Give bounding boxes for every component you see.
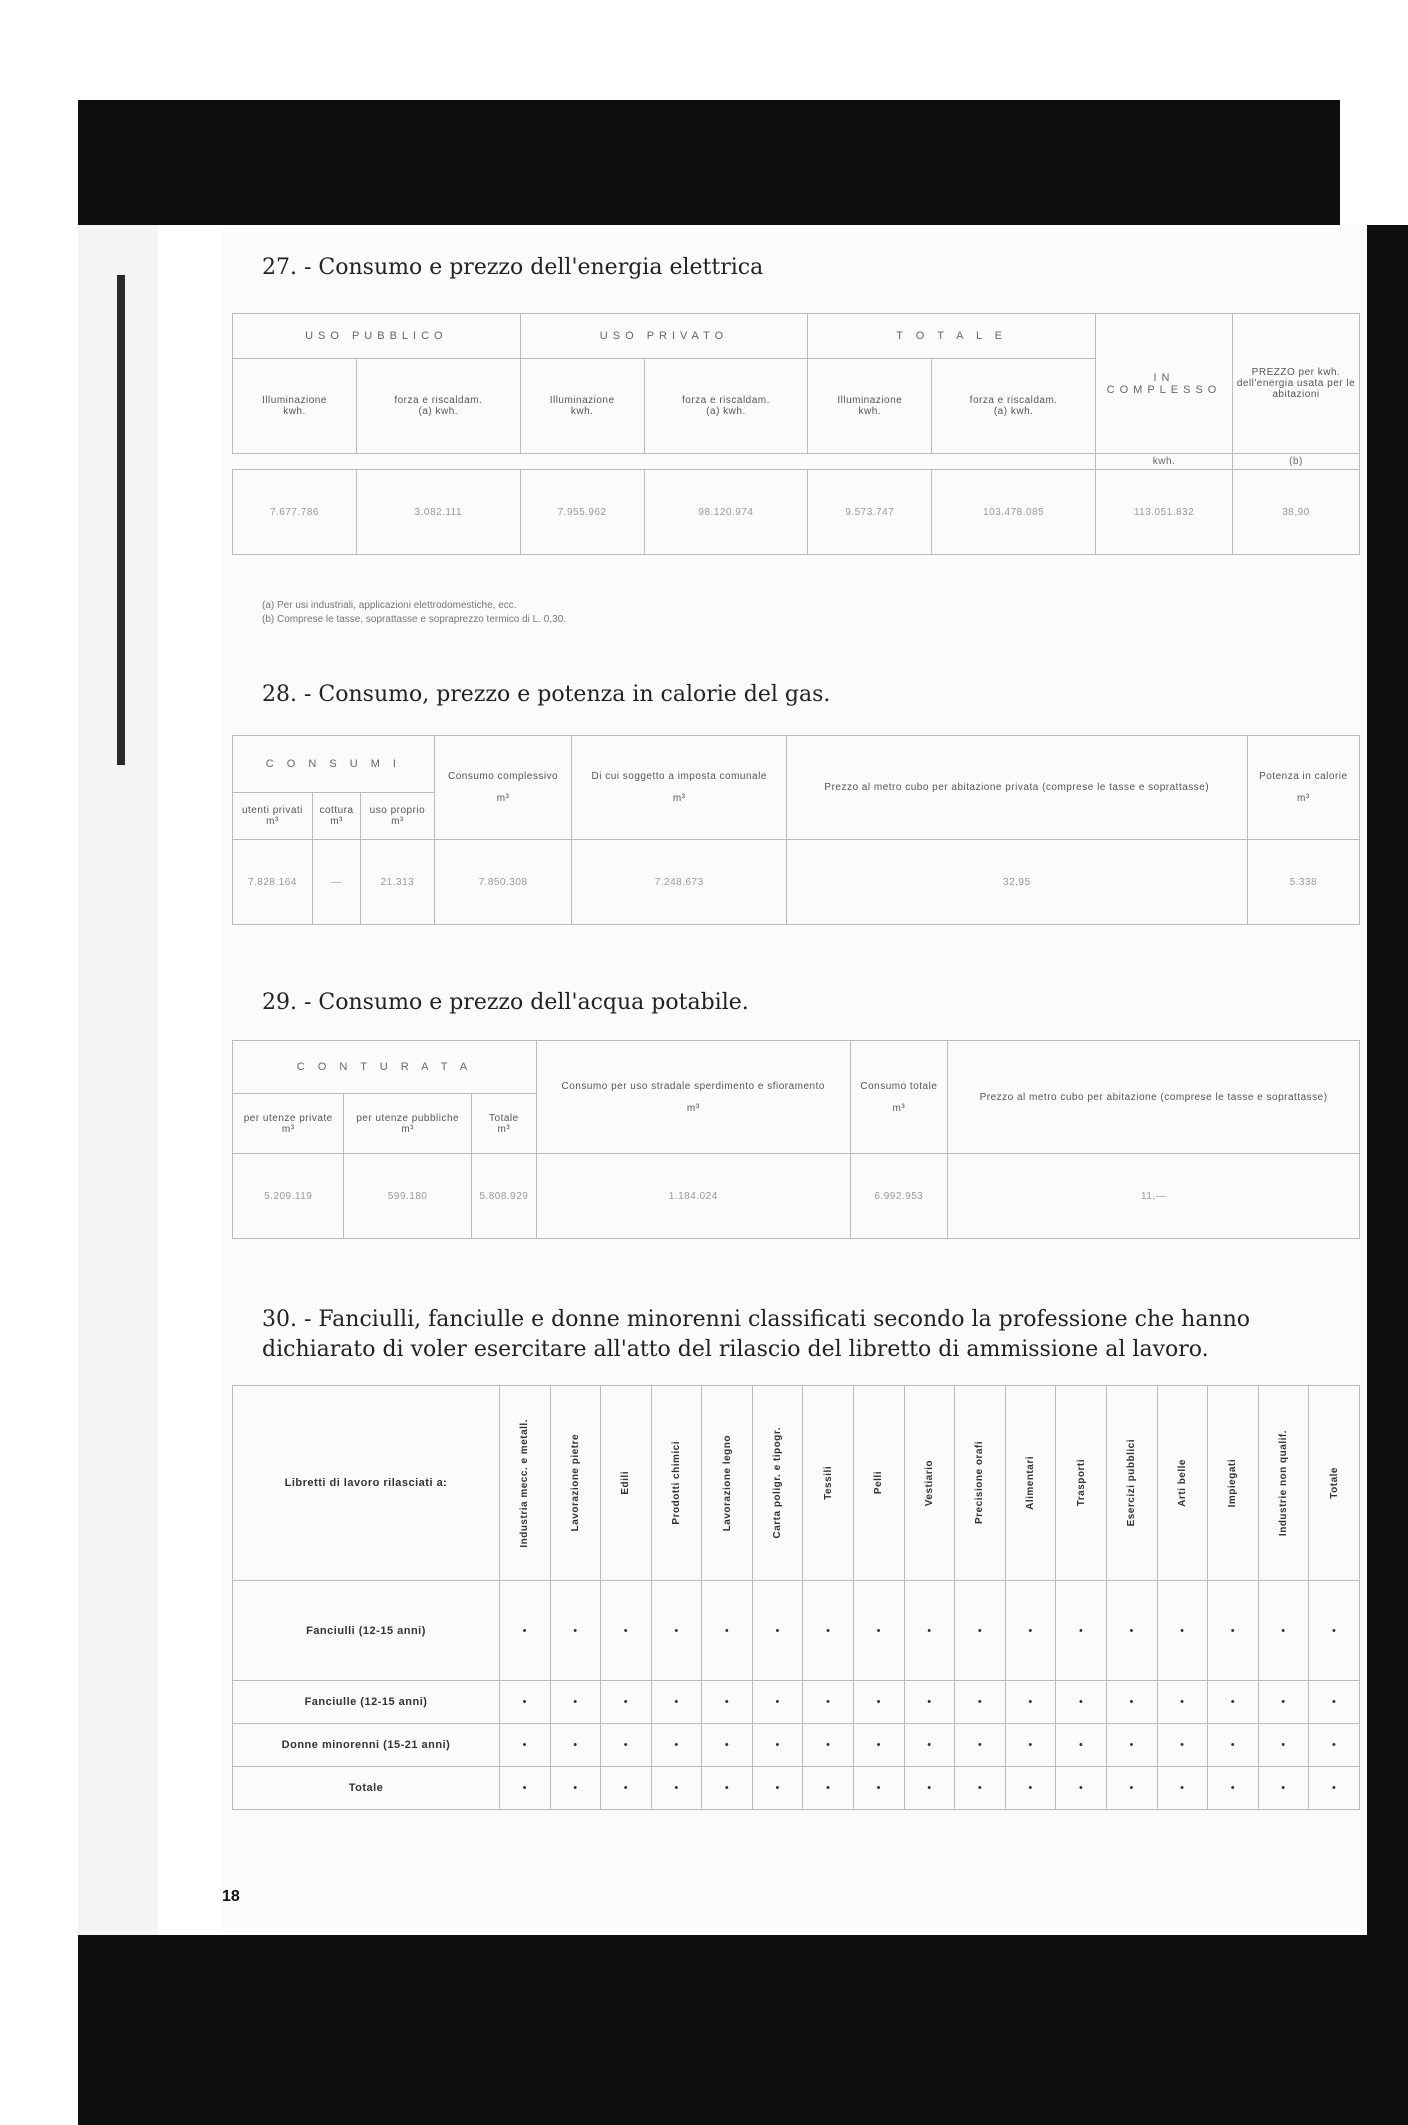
value-cell: 7.955.962 [520, 470, 644, 555]
column-header [1106, 1386, 1157, 1581]
table-cell: • [904, 1724, 955, 1767]
column-header [651, 1386, 702, 1581]
column-header [550, 1386, 601, 1581]
unit: m³ [497, 1123, 511, 1135]
label-illuminazione: Illuminazione [262, 395, 327, 406]
table-cell: • [651, 1681, 702, 1724]
header-utenti-privati [233, 793, 313, 840]
table-cell: • [1309, 1581, 1360, 1681]
row-label: Fanciulli (12-15 anni) [233, 1581, 500, 1681]
column-header-label: Edili [620, 1471, 632, 1495]
header-forza-1 [356, 359, 520, 454]
value-cell: 5.808.929 [471, 1154, 536, 1239]
label-forza: forza e riscaldam. [682, 395, 770, 406]
table-cell: • [904, 1581, 955, 1681]
page-number: 18 [222, 1888, 240, 1905]
table-cell: • [550, 1581, 601, 1681]
table-cell: • [1309, 1724, 1360, 1767]
header-row [233, 1386, 1360, 1581]
column-header-label: Trasporti [1075, 1459, 1087, 1507]
value-cell: 98.120.974 [644, 470, 808, 555]
label: per utenze private [243, 1112, 333, 1124]
label-illuminazione: Illuminazione [549, 395, 615, 406]
header-totale-acqua [471, 1094, 536, 1154]
column-header-label: Tessili [822, 1466, 834, 1500]
label: utenti privati [241, 805, 303, 816]
table-cell: • [752, 1724, 803, 1767]
label-kwh-a: (a) kwh. [993, 406, 1034, 417]
label-kwh: kwh. [858, 406, 882, 417]
label: cottura [319, 805, 354, 816]
header-cottura [312, 793, 360, 840]
table-cell: • [500, 1724, 551, 1767]
column-header-label: Pelli [873, 1471, 885, 1495]
spacer [233, 454, 1096, 470]
unit: m³ [281, 1123, 295, 1135]
column-header [1056, 1386, 1107, 1581]
value-cell: 7.677.786 [233, 470, 357, 555]
column-header-label: Industria mecc. e metall. [519, 1418, 531, 1548]
label-illuminazione: Illuminazione [837, 395, 903, 406]
table-cell: • [651, 1767, 702, 1810]
table-cell: • [500, 1681, 551, 1724]
table-cell: • [1258, 1724, 1309, 1767]
value-cell: 7.828.164 [233, 840, 313, 925]
column-header-label: Carta poligr. e tipogr. [772, 1427, 784, 1539]
footnote-b: (b) Comprese le tasse, soprattasse e sopraprezzo termico di L. 0,30. [262, 614, 567, 625]
table-cell: • [854, 1581, 905, 1681]
table-cell: • [1106, 1681, 1157, 1724]
header-totale: T O T A L E [808, 314, 1096, 359]
header-consumi: C O N S U M I [233, 736, 435, 793]
unit: m³ [672, 793, 686, 804]
column-header-label: Prodotti chimici [671, 1441, 683, 1525]
header-consumo-stradale [536, 1041, 850, 1154]
table-water [232, 1040, 1360, 1239]
header-uso-privato: USO PRIVATO [520, 314, 808, 359]
unit: m³ [686, 1102, 700, 1114]
table-body [233, 1581, 1360, 1810]
table-cell: • [955, 1581, 1006, 1681]
header-illuminazione-2 [520, 359, 644, 454]
unit: m³ [330, 816, 343, 827]
table-cell: • [1106, 1581, 1157, 1681]
table-cell: • [702, 1767, 753, 1810]
value-cell: 3.082.111 [356, 470, 520, 555]
table-cell: • [1157, 1724, 1208, 1767]
table-cell: • [1005, 1767, 1056, 1810]
table-cell: • [1005, 1724, 1056, 1767]
table-cell: • [702, 1681, 753, 1724]
column-header [1005, 1386, 1056, 1581]
table-cell: • [1309, 1767, 1360, 1810]
header-di-cui [572, 736, 787, 840]
column-header [752, 1386, 803, 1581]
value-cell: 5.338 [1247, 840, 1359, 925]
label-kwh-a: (a) kwh. [418, 406, 459, 417]
table-row [233, 1681, 1360, 1724]
column-header-label: Lavorazione pietre [569, 1434, 581, 1532]
table-cell: • [550, 1681, 601, 1724]
table-cell: • [1258, 1681, 1309, 1724]
header-potenza [1247, 736, 1359, 840]
column-header-label: Alimentari [1025, 1456, 1037, 1510]
label-forza: forza e riscaldam. [969, 395, 1058, 406]
header-uso-proprio [361, 793, 435, 840]
header-uso-pubblico: USO PUBBLICO [233, 314, 521, 359]
value-cell: 21.313 [361, 840, 435, 925]
header-illuminazione-1 [233, 359, 357, 454]
table-cell: • [702, 1724, 753, 1767]
column-header-label: Vestiario [923, 1459, 935, 1507]
table-cell: • [752, 1581, 803, 1681]
table-cell: • [1157, 1681, 1208, 1724]
label-kwh: kwh. [283, 406, 306, 417]
table-cell: • [1258, 1581, 1309, 1681]
table-cell: • [601, 1724, 652, 1767]
column-header [702, 1386, 753, 1581]
scan-frame-bottom [78, 1935, 1408, 2125]
table-cell: • [955, 1681, 1006, 1724]
table-row [233, 1767, 1360, 1810]
table-cell: • [1208, 1724, 1259, 1767]
label-kwh-a: (a) kwh. [706, 406, 746, 417]
table-cell: • [1157, 1767, 1208, 1810]
value-cell: — [312, 840, 360, 925]
table-electricity [232, 313, 1360, 555]
column-header-label: Precisione orafi [974, 1441, 986, 1525]
table-cell: • [500, 1767, 551, 1810]
column-header [1208, 1386, 1259, 1581]
label: per utenze pubbliche [356, 1112, 460, 1124]
table-cell: • [651, 1724, 702, 1767]
table-cell: • [1258, 1767, 1309, 1810]
table-cell: • [1056, 1724, 1107, 1767]
table-cell: • [702, 1581, 753, 1681]
value-cell: 5.209.119 [233, 1154, 344, 1239]
scan-frame-right [1367, 225, 1408, 2125]
table-gas [232, 735, 1360, 925]
section-29-title: 29. - Consumo e prezzo dell'acqua potabile. [262, 990, 749, 1015]
table-cell: • [1106, 1767, 1157, 1810]
row-label: Donne minorenni (15-21 anni) [233, 1724, 500, 1767]
table-cell: • [601, 1681, 652, 1724]
column-header-label: Impiegati [1227, 1458, 1239, 1508]
unit: m³ [266, 816, 279, 827]
table-cell: • [500, 1581, 551, 1681]
column-header [854, 1386, 905, 1581]
header-libretti: Libretti di lavoro rilasciati a: [233, 1386, 500, 1581]
unit: m³ [1296, 793, 1310, 804]
column-header-label: Lavorazione legno [721, 1434, 733, 1532]
scan-frame-top [78, 100, 1318, 225]
table-cell: • [854, 1724, 905, 1767]
column-header-label: Esercizi pubblici [1126, 1439, 1138, 1527]
label-kwh: kwh. [570, 406, 594, 417]
table-cell: • [1208, 1767, 1259, 1810]
section-30-title: 30. - Fanciulli, fanciulle e donne minorenni classificati secondo la professione che hanno dichiarato di voler esercitare all'atto del rilascio del libretto di ammissione al lavoro. [262, 1307, 1251, 1362]
value-cell: 7.248.673 [572, 840, 787, 925]
header-prezzo-gas: Prezzo al metro cubo per abitazione privata (comprese le tasse e soprattasse) [786, 736, 1247, 840]
value-cell: 6.992.953 [850, 1154, 948, 1239]
column-header [955, 1386, 1006, 1581]
label: Consumo complessivo [448, 771, 559, 782]
table-cell: • [803, 1681, 854, 1724]
label: uso proprio [369, 805, 426, 816]
value-cell: 113.051.832 [1096, 470, 1233, 555]
table-cell: • [1208, 1581, 1259, 1681]
header-utenze-private [233, 1094, 344, 1154]
unit: m³ [892, 1102, 906, 1114]
value-cell: 7.850.308 [434, 840, 572, 925]
column-header [1258, 1386, 1309, 1581]
label: Di cui soggetto a imposta comunale [591, 771, 767, 782]
header-in-complesso: IN COMPLESSO [1096, 314, 1233, 454]
value-cell: 38,90 [1233, 470, 1360, 555]
column-header-label: Industrie non qualif. [1277, 1429, 1289, 1537]
header-illuminazione-3 [808, 359, 932, 454]
table-cell: • [1005, 1681, 1056, 1724]
table-minors [232, 1385, 1360, 1810]
table-cell: • [1157, 1581, 1208, 1681]
header-forza-3 [932, 359, 1096, 454]
unit-kwh-complesso: kwh. [1096, 454, 1233, 470]
section-28-title: 28. - Consumo, prezzo e potenza in calorie del gas. [262, 682, 831, 707]
value-cell: 32,95 [786, 840, 1247, 925]
header-utenze-pubbliche [344, 1094, 471, 1154]
section-27-title: 27. - Consumo e prezzo dell'energia elettrica [262, 255, 764, 280]
table-cell: • [550, 1724, 601, 1767]
table-cell: • [1208, 1681, 1259, 1724]
table-cell: • [1056, 1681, 1107, 1724]
column-header [601, 1386, 652, 1581]
column-header [1309, 1386, 1360, 1581]
table-cell: • [1056, 1581, 1107, 1681]
unit: m³ [496, 793, 510, 804]
footnote-a: (a) Per usi industriali, applicazioni elettrodomestiche, ecc. [262, 600, 517, 611]
row-label: Totale [233, 1767, 500, 1810]
label: Consumo per uso stradale sperdimento e sfioramento [561, 1080, 825, 1092]
table-cell: • [803, 1581, 854, 1681]
column-header [1157, 1386, 1208, 1581]
header-prezzo-acqua: Prezzo al metro cubo per abitazione (comprese le tasse e soprattasse) [948, 1041, 1360, 1154]
column-header [803, 1386, 854, 1581]
column-header-label: Arti belle [1176, 1459, 1188, 1507]
row-label: Fanciulle (12-15 anni) [233, 1681, 500, 1724]
table-cell: • [904, 1681, 955, 1724]
table-cell: • [1309, 1681, 1360, 1724]
table-row [233, 1581, 1360, 1681]
table-cell: • [803, 1767, 854, 1810]
table-row [233, 1724, 1360, 1767]
table-cell: • [752, 1767, 803, 1810]
table-cell: • [803, 1724, 854, 1767]
header-forza-2 [644, 359, 808, 454]
value-cell: 11,— [948, 1154, 1360, 1239]
table-cell: • [1005, 1581, 1056, 1681]
header-consumo-totale [850, 1041, 948, 1154]
label: Totale [489, 1112, 519, 1124]
table-cell: • [550, 1767, 601, 1810]
value-cell: 1.184.024 [536, 1154, 850, 1239]
column-header [904, 1386, 955, 1581]
table-cell: • [601, 1767, 652, 1810]
table-cell: • [854, 1767, 905, 1810]
label: Potenza in calorie [1259, 771, 1348, 782]
table-cell: • [601, 1581, 652, 1681]
value-cell: 103.478.085 [932, 470, 1096, 555]
table-cell: • [854, 1681, 905, 1724]
table-cell: • [955, 1767, 1006, 1810]
header-consumo-complessivo [434, 736, 572, 840]
header-conturata: C O N T U R A T A [233, 1041, 537, 1094]
header-prezzo-kwh: PREZZO per kwh. dell'energia usata per le abitazioni [1233, 314, 1360, 454]
table-cell: • [752, 1681, 803, 1724]
margin-rule-left [117, 275, 125, 765]
scan-frame-top-right [1305, 100, 1340, 235]
unit: m³ [391, 816, 404, 827]
label-forza: forza e riscaldam. [394, 395, 483, 406]
unit-b: (b) [1233, 454, 1360, 470]
value-cell: 9.573.747 [808, 470, 932, 555]
table-cell: • [955, 1724, 1006, 1767]
unit: m³ [401, 1123, 414, 1135]
label: Consumo totale [860, 1080, 938, 1092]
value-cell: 599.180 [344, 1154, 471, 1239]
table-cell: • [651, 1581, 702, 1681]
column-header [500, 1386, 551, 1581]
table-cell: • [904, 1767, 955, 1810]
table-cell: • [1056, 1767, 1107, 1810]
table-cell: • [1106, 1724, 1157, 1767]
column-header-label: Totale [1328, 1467, 1340, 1499]
